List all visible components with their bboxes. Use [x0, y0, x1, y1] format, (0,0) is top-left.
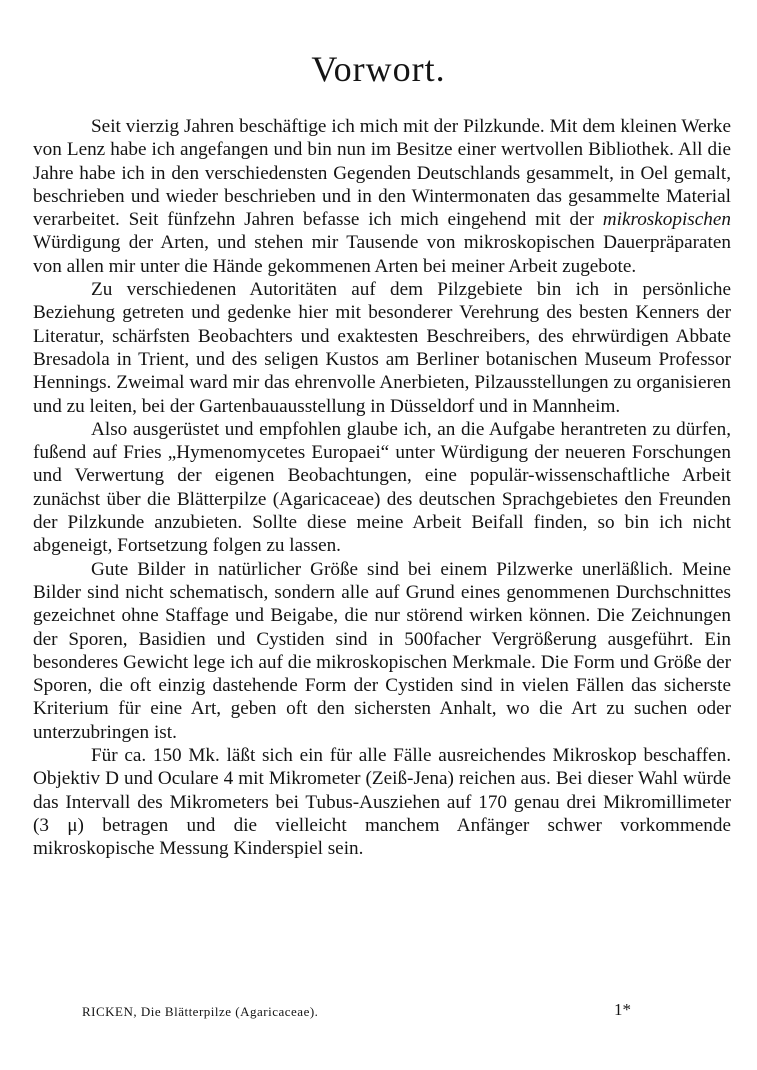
- paragraph-1: [33, 115, 731, 278]
- preface-body: [33, 115, 731, 861]
- paragraph-1-italic-word: mikroskopischen: [602, 209, 731, 231]
- page-title: Vorwort.: [311, 49, 446, 89]
- sheet-mark: 1*: [614, 1000, 631, 1019]
- paragraph-1-text-end: Würdigung der Arten, und stehen mir Tausende von mikroskopischen Dauerpräparaten von allen mir unter die Hände gekommenen Arten bei meiner Arbeit zugebote.: [33, 232, 731, 277]
- footer-signature: RICKEN, Die Blätterpilze (Agaricaceae).: [82, 1004, 319, 1019]
- paragraph-5: Für ca. 150 Mk. läßt sich ein für alle Fälle ausreichendes Mikroskop beschaffen. Objektiv D und Oculare 4 mit Mikrometer (Zeiß-Jena) reichen aus. Bei dieser Wahl würde das Intervall des Mikrometers bei Tubus-Ausziehen auf 170 genau drei Mikromillimeter (3 μ) betragen und die vielleicht manchem Anfänger schwer vorkommende mikroskopische Messung Kinderspiel sein.: [33, 745, 731, 860]
- paragraph-4: Gute Bilder in natürlicher Größe sind bei einem Pilzwerke unerläßlich. Meine Bilder sind nicht schematisch, sondern alle auf Grund eines genommenen Durchschnittes gezeichnet ohne Staffage und Beigabe, die nur störend wirken können. Die Zeichnungen der Sporen, Basidien und Cystiden sind in 500facher Vergrößerung ausgeführt. Ein besonderes Gewicht lege ich auf die mikroskopischen Merkmale. Die Form und Größe der Sporen, die oft einzig dastehende Form der Cystiden sind in vielen Fällen das sicherste Kriterium für eine Art, geben oft den sichersten Anhalt, wo die Art zu suchen oder unterzubringen ist.: [33, 558, 731, 743]
- paragraph-1-text-start: Seit vierzig Jahren beschäftige ich mich mit der Pilzkunde. Mit dem kleinen Werke von Lenz habe ich angefangen und bin nun im Besitze einer wertvollen Bibliothek. All die Jahre habe ich in den verschiedensten Gegenden Deutschlands gesammelt, in Oel gemalt, beschrieben und wieder beschrieben und in den Wintermonaten das gesammelte Material verarbeitet. Seit fünfzehn Jahren befasse ich mich eingehend mit der: [33, 116, 731, 231]
- paragraph-2: Zu verschiedenen Autoritäten auf dem Pilzgebiete bin ich in persönliche Beziehung getreten und gedenke hier mit besonderer Verehrung des besten Kenners der Literatur, schärfsten Beobachters und exaktesten Beschreibers, des ehrwürdigen Abbate Bresadola in Trient, und des seligen Kustos am Berliner botanischen Museum Professor Hennings. Zweimal ward mir das ehrenvolle Anerbieten, Pilzausstellungen zu organisieren und zu leiten, bei der Gartenbauausstellung in Düsseldorf und in Mannheim.: [33, 279, 731, 417]
- paragraph-3: Also ausgerüstet und empfohlen glaube ich, an die Aufgabe herantreten zu dürfen, fußend auf Fries „Hymenomycetes Europaei“ unter Würdigung der neueren Forschungen und Verwertung der eigenen Beobachtungen, eine populär-wissenschaftliche Arbeit zunächst über die Blätterpilze (Agaricaceae) des deutschen Sprachgebietes den Freunden der Pilzkunde anzubieten. Sollte diese meine Arbeit Beifall finden, so bin ich nicht abgeneigt, Fortsetzung folgen zu lassen.: [33, 418, 731, 557]
